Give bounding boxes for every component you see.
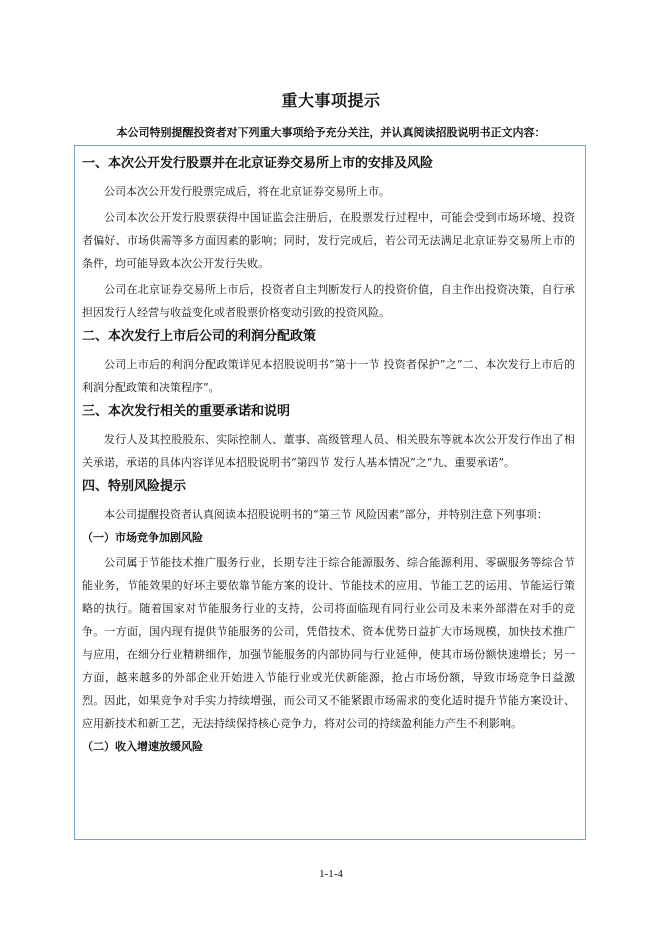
section-1-paragraph-1: 公司本次公开发行股票完成后，将在北京证券交易所上市。	[104, 185, 390, 198]
section-4-paragraph-1: 本公司提醒投资者认真阅读本招股说明书的“第三节 风险因素”部分，并特别注意下列事项：	[104, 508, 548, 521]
subsection-2-heading: （二）收入增速放缓风险	[82, 740, 203, 753]
section-2-paragraph-1: 公司上市后的利润分配政策详见本招股说明书“第十一节 投资者保护”之“二、本次发行上市后的利润分配政策和决策程序”。	[82, 358, 575, 394]
page-number: 1-1-4	[319, 868, 343, 880]
subsection-1-paragraph-1: 公司属于节能技术推广服务行业，长期专注于综合能源服务、综合能源利用、零碳服务等综合节能业务，节能效果的好坏主要依靠节能方案的设计、节能技术的应用、节能工艺的运用、节能运行策略的执行。随着国家对节能服务行业的支持，公司将面临现有同行业公司及未来外部潜在对手的竞争。一方面，国内现有提供节能服务的公司，凭借技术、资本优势日益扩大市场规模，加快技术推广与应用，在细分行业精耕细作，加强节能服务的内部协同与行业延伸，使其市场份额快速增长；另一方面，越来越多的外部企业开始进入节能行业或光伏新能源，抢占市场份额，导致市场竞争日益激烈。因此，如果竞争对手实力持续增强，而公司又不能紧跟市场需求的变化适时提升节能方案设计、应用新技术和新工艺，无法持续保持核心竞争力，将对公司的持续盈利能力产生不利影响。	[82, 556, 575, 730]
content-box	[74, 145, 586, 840]
section-4-heading: 四、特别风险提示	[82, 479, 187, 494]
section-3-paragraph-1: 发行人及其控股股东、实际控制人、董事、高级管理人员、相关股东等就本次公开发行作出了相关承诺，承诺的具体内容详见本招股说明书“第四节 发行人基本情况”之“九、重要承诺”。	[82, 433, 575, 469]
section-1-paragraph-2: 公司本次公开发行股票获得中国证监会注册后，在股票发行过程中，可能会受到市场环境、投资者偏好、市场供需等多方面因素的影响；同时，发行完成后，若公司无法满足北京证券交易所上市的条件，均可能导致本次公开发行失败。	[82, 211, 575, 270]
section-1-paragraph-3: 公司在北京证券交易所上市后，投资者自主判断发行人的投资价值，自主作出投资决策，自行承担因发行人经营与收益变化或者股票价格变动引致的投资风险。	[82, 283, 575, 319]
subsection-1-heading: （一）市场竞争加剧风险	[82, 531, 203, 544]
section-1-heading: 一、本次公开发行股票并在北京证券交易所上市的安排及风险	[82, 156, 434, 171]
section-3-heading: 三、本次发行相关的重要承诺和说明	[82, 404, 291, 419]
section-2-heading: 二、本次发行上市后公司的利润分配政策	[82, 329, 317, 344]
page-title: 重大事项提示	[281, 91, 381, 110]
intro-notice: 本公司特别提醒投资者对下列重大事项给予充分关注，并认真阅读招股说明书正文内容：	[116, 126, 546, 139]
